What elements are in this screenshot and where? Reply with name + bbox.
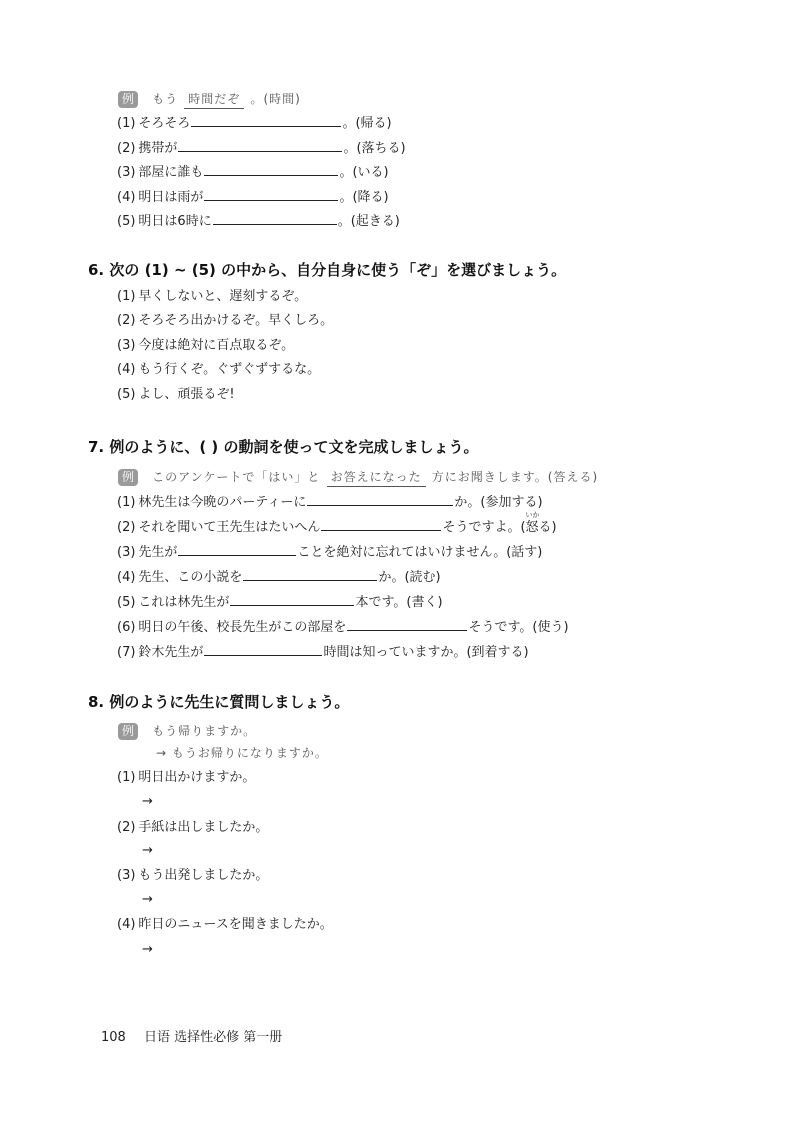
s7-item-7: (7) 鈴木先生が 時間は知っていますか。(到着する)	[117, 641, 529, 662]
answer-blank[interactable]	[178, 541, 296, 556]
example-badge: 例	[118, 469, 138, 486]
answer-blank[interactable]	[204, 161, 338, 176]
page-number: 108	[101, 1030, 126, 1045]
answer-blank[interactable]	[204, 641, 322, 656]
arrow-icon: →	[142, 942, 153, 957]
s6-item-1: (1) 早くしないと、遅刻するぞ。	[117, 289, 308, 304]
s5-example	[118, 90, 301, 109]
s8-item-4: (4) 昨日のニュースを聞きましたか。	[117, 917, 333, 932]
answer-blank[interactable]	[347, 616, 467, 631]
example-badge: 例	[118, 91, 138, 108]
s7-item-1: (1) 林先生は今晩のパーティーに か。(参加する)	[117, 491, 543, 512]
s5-example-after: 。(時間)	[250, 92, 301, 106]
s6-item-4: (4) もう行くぞ。ぐずぐずするな。	[117, 362, 321, 377]
s5-item-3: (3) 部屋に誰も 。(いる)	[117, 161, 389, 182]
arrow-icon: →	[142, 843, 153, 858]
s5-example-before: もう	[152, 92, 179, 106]
example-badge: 例	[118, 723, 138, 740]
page-footer	[101, 1029, 296, 1047]
s7-item-4: (4) 先生、この小説を か。(読む)	[117, 566, 441, 587]
s6-item-5: (5) よし、頑張るぞ!	[117, 387, 235, 402]
answer-blank[interactable]	[230, 591, 354, 606]
answer-blank[interactable]	[204, 186, 338, 201]
s5-item-5: (5) 明日は6時に 。(起きる)	[117, 210, 400, 231]
section6-heading: 6. 次の (1) ~ (5) の中から、自分自身に使う「ぞ」を選びましょう。	[88, 261, 567, 279]
s8-item-3: (3) もう出発しましたか。	[117, 868, 269, 883]
s8-example-answer: → もうお帰りになりますか。	[156, 746, 328, 760]
s8-example-question: もう帰りますか。	[152, 724, 257, 738]
answer-blank[interactable]	[307, 491, 453, 506]
s7-example-answer: お答えになった	[327, 468, 426, 487]
s7-item-2: (2) それを聞いて王先生はたいへん そうですよ。( いか 怒る)	[117, 511, 557, 535]
s7-item-3: (3) 先生が ことを絶対に忘れてはいけません。(話す)	[117, 541, 542, 562]
s7-example-after: 方にお聞きします。(答える)	[431, 470, 599, 484]
s7-item-6: (6) 明日の午後、校長先生がこの部屋を そうです。(使う)	[117, 616, 569, 637]
section8-heading: 8. 例のように先生に質問しましょう。	[88, 693, 350, 711]
s8-item-1: (1) 明日出かけますか。	[117, 770, 256, 785]
s6-item-2: (2) そろそろ出かけるぞ。早くしろ。	[117, 313, 334, 328]
s7-item-5: (5) これは林先生が 本です。(書く)	[117, 591, 443, 612]
answer-blank[interactable]	[213, 210, 337, 225]
arrow-icon: →	[142, 892, 153, 907]
book-title: 日语 选择性必修 第一册	[143, 1030, 283, 1045]
section7-heading: 7. 例のように、( ) の動詞を使って文を完成しましょう。	[88, 438, 479, 456]
s8-example	[118, 722, 256, 741]
s5-item-4: (4) 明日は雨が 。(降る)	[117, 186, 389, 207]
answer-blank[interactable]	[178, 137, 342, 152]
s5-item-2: (2) 携帯が 。(落ちる)	[117, 137, 406, 158]
s8-item-2: (2) 手紙は出しましたか。	[117, 820, 269, 835]
arrow-icon: →	[142, 794, 153, 809]
answer-blank[interactable]	[243, 566, 377, 581]
ruby-ika: いか 怒	[525, 511, 540, 535]
answer-blank[interactable]	[191, 112, 341, 127]
s5-example-answer: 時間だぞ	[184, 90, 244, 109]
s5-item-1: (1) そろそろ 。(帰る)	[117, 112, 392, 133]
answer-blank[interactable]	[321, 516, 441, 531]
s7-example	[118, 468, 598, 487]
s6-item-3: (3) 今度は絶対に百点取るぞ。	[117, 338, 295, 353]
s7-example-before: このアンケートで「はい」と	[152, 470, 321, 484]
